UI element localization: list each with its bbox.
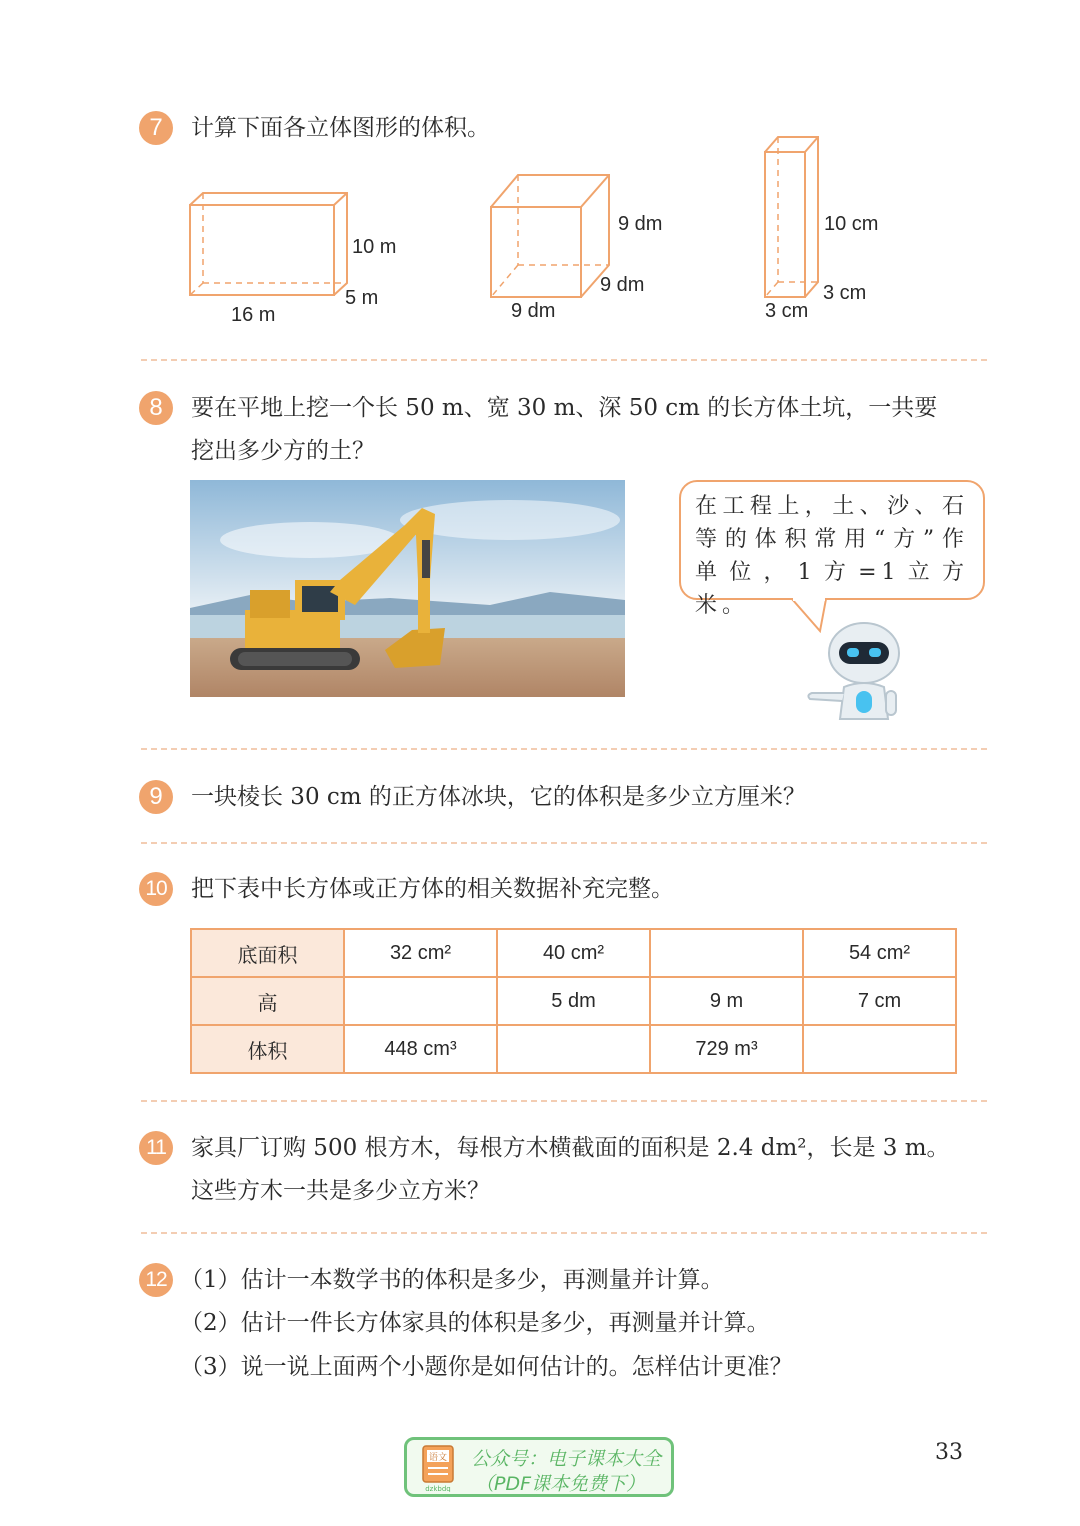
question-8-number: 8	[139, 391, 173, 425]
cuboid-figure-3	[758, 130, 828, 302]
volume-data-table	[190, 928, 957, 1074]
shape3-height-label: 10 cm	[824, 213, 879, 235]
table-cell: 7 cm	[803, 977, 956, 1025]
shape2-height-label: 9 dm	[618, 213, 663, 235]
logo-line1: 公众号：电子课本大全	[471, 1448, 662, 1470]
table-cell	[803, 1025, 956, 1073]
shape3-width-label: 3 cm	[823, 282, 867, 304]
separator	[141, 748, 987, 750]
tip-speech-bubble: 在工程上，土、沙、石等的体积常用“方”作单位，1方=1立方米。	[679, 480, 985, 600]
question-10-text: 把下表中长方体或正方体的相关数据补充完整。	[191, 876, 674, 902]
logo-line2: （PDF课本免费下）	[475, 1473, 646, 1495]
question-12-number: 12	[139, 1263, 173, 1297]
separator	[141, 1232, 987, 1234]
shape3-length-label: 3 cm	[765, 300, 809, 322]
excavator-photo	[190, 480, 625, 697]
shape1-width-label: 5 m	[345, 287, 379, 309]
question-12-part1: （1）估计一本数学书的体积是多少，再测量并计算。	[180, 1267, 724, 1293]
logo-small-text: dzkbdq	[425, 1485, 451, 1492]
shape2-length-label: 9 dm	[511, 300, 556, 322]
question-9-text: 一块棱长 30 cm 的正方体冰块，它的体积是多少立方厘米？	[191, 784, 806, 810]
table-row	[191, 1025, 956, 1073]
table-cell: 729 m³	[650, 1025, 803, 1073]
table-cell: 32 cm²	[344, 929, 497, 977]
table-cell: 9 m	[650, 977, 803, 1025]
question-12-part2: （2）估计一件长方体家具的体积是多少，再测量并计算。	[180, 1310, 770, 1336]
table-cell: 高	[191, 977, 344, 1025]
table-cell: 底面积	[191, 929, 344, 977]
question-8-line2: 挖出多少方的土？	[191, 438, 375, 464]
separator	[141, 842, 987, 844]
book-icon	[417, 1444, 463, 1492]
question-7-text: 计算下面各立体图形的体积。	[191, 115, 490, 141]
table-cell	[650, 929, 803, 977]
question-9-number: 9	[139, 780, 173, 814]
question-11-line1: 家具厂订购 500 根方木，每根方木横截面的面积是 2.4 dm²，长是 3 m。	[191, 1135, 950, 1161]
table-cell: 54 cm²	[803, 929, 956, 977]
robot-icon	[802, 615, 907, 725]
table-cell: 448 cm³	[344, 1025, 497, 1073]
cuboid-figure-1	[180, 185, 355, 305]
table-cell: 5 dm	[497, 977, 650, 1025]
separator	[141, 1100, 987, 1102]
table-row	[191, 977, 956, 1025]
separator	[141, 359, 987, 361]
question-12-part3: （3）说一说上面两个小题你是如何估计的。怎样估计更准？	[180, 1354, 793, 1380]
table-cell: 40 cm²	[497, 929, 650, 977]
table-cell: 体积	[191, 1025, 344, 1073]
table-cell	[344, 977, 497, 1025]
question-7-number: 7	[139, 111, 173, 145]
question-10-number: 10	[139, 872, 173, 906]
shape1-height-label: 10 m	[352, 236, 397, 258]
question-11-line2: 这些方木一共是多少立方米？	[191, 1178, 490, 1204]
question-11-number: 11	[139, 1131, 173, 1165]
table-cell	[497, 1025, 650, 1073]
shape2-width-label: 9 dm	[600, 274, 645, 296]
question-8-line1: 要在平地上挖一个长 50 m、宽 30 m、深 50 cm 的长方体土坑，一共要	[191, 395, 938, 421]
shape1-length-label: 16 m	[231, 304, 276, 326]
logo-book-label: 语文	[428, 1453, 448, 1463]
watermark-logo	[404, 1437, 674, 1497]
table-row	[191, 929, 956, 977]
page-number: 33	[935, 1440, 963, 1465]
